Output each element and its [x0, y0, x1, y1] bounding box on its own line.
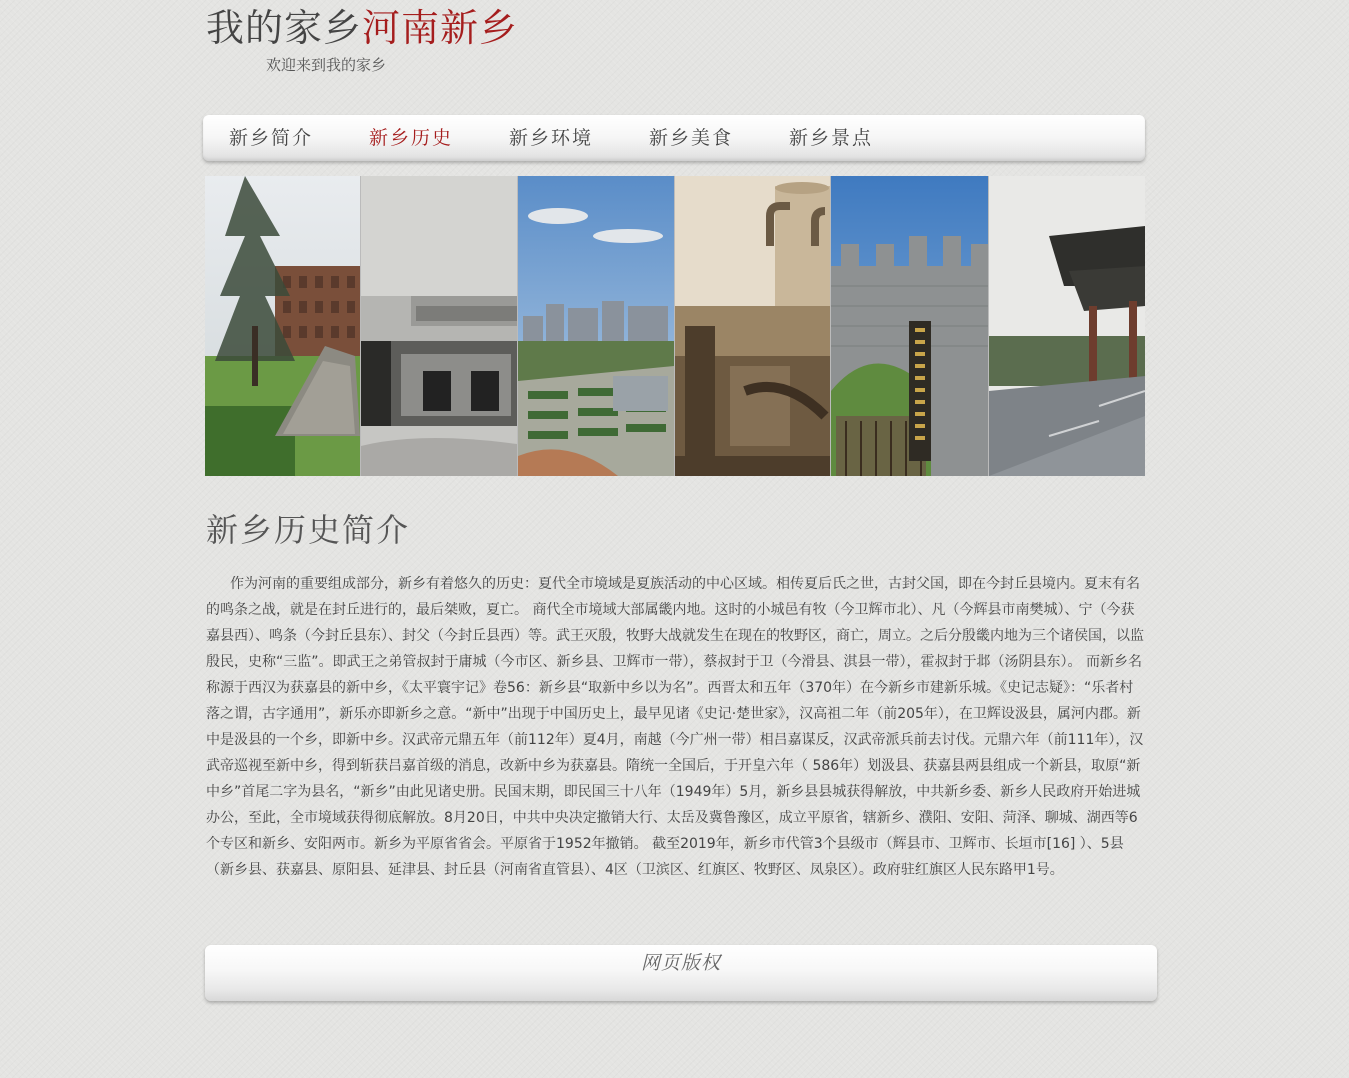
footer-copyright: 网页版权: [640, 952, 721, 974]
site-tagline: 欢迎来到我的家乡: [266, 56, 387, 74]
nav-item-attractions[interactable]: 新乡景点: [789, 127, 874, 149]
banner-photo-monument: [205, 176, 360, 476]
nav-item-intro[interactable]: 新乡简介: [229, 127, 314, 149]
main-nav: [203, 115, 1145, 161]
site-title-accent: 河南新乡: [362, 6, 519, 50]
history-paragraph: 作为河南的重要组成部分，新乡有着悠久的历史：夏代全市境域是夏族活动的中心区域。相传夏后氏之世，古封父国，即在今封丘县境内。夏末有名的鸣条之战，就是在封丘进行的，最后桀败，夏亡。 商代全市境域大部属畿内地。这时的小城邑有牧（今卫辉市北）、凡（今辉县市南樊城）、宁（今获嘉县西）、鸣条（今封丘县东）、封父（今封丘县西）等。武王灭殷，牧野大战就发生在现在的牧野区，商亡，周立。之后分殷畿内地为三个诸侯国，以监殷民，史称“三监”。即武王之弟管叔封于庸城（今市区、新乡县、卫辉市一带），蔡叔封于卫（今滑县、淇县一带），霍叔封于邶（汤阴县东）。 而新乡名称源于西汉为获嘉县的新中乡，《太平寰宇记》卷56：新乡县“取新中乡以为名”。西晋太和五年（370年）在今新乡市建新乐城。《史记志疑》：“乐者村落之谓，古字通用”，新乐亦即新乡之意。“新中”出现于中国历史上，最早见诸《史记·楚世家》，汉高祖二年（前205年），在卫辉设汲县，属河内郡。新中是汲县的一个乡，即新中乡。汉武帝元鼎五年（前112年）夏4月，南越（今广州一带）相吕嘉谋反，汉武帝派兵前去讨伐。元鼎六年（前111年），汉武帝巡视至新中乡，得到斩获吕嘉首级的消息，改新中乡为获嘉县。隋统一全国后，于开皇六年（ 586年）划汲县、获嘉县两县组成一个新县，取原“新中乡”首尾二字为县名，“新乡”由此见诸史册。民国末期，即民国三十八年（1949年）5月，新乡县县城获得解放，中共新乡委、新乡人民政府开始进城办公，至此，全市境域获得彻底解放。8月20日，中共中央决定撤销大行、太岳及冀鲁豫区，成立平原省，辖新乡、濮阳、安阳、菏泽、聊城、湖西等6个专区和新乡、安阳两市。新乡为平原省省会。平原省于1952年撤销。 截至2019年，新乡市代管3个县级市（辉县市、卫辉市、长垣市[16] ）、5县（新乡县、获嘉县、原阳县、延津县、封丘县（河南省直管县）、4区（卫滨区、红旗区、牧野区、凤泉区）。政府驻红旗区人民东路甲1号。: [206, 576, 1144, 878]
site-header: [206, 4, 806, 74]
nav-item-environment[interactable]: 新乡环境: [509, 127, 594, 149]
banner-photo-factory: [675, 176, 830, 476]
site-title: [206, 4, 806, 52]
history-banner: [205, 176, 1145, 476]
nav-item-history[interactable]: 新乡历史: [369, 127, 454, 149]
banner-photo-stone-gate: [831, 176, 988, 476]
nav-item-food[interactable]: 新乡美食: [649, 127, 734, 149]
banner-photo-rainy-road: [989, 176, 1145, 476]
banner-photo-city-plaza: [518, 176, 674, 476]
section-title: 新乡历史简介: [206, 511, 411, 549]
site-title-prefix: 我的家乡: [206, 6, 363, 50]
footer: [205, 945, 1157, 1001]
banner-photo-old-gate: [361, 176, 517, 476]
